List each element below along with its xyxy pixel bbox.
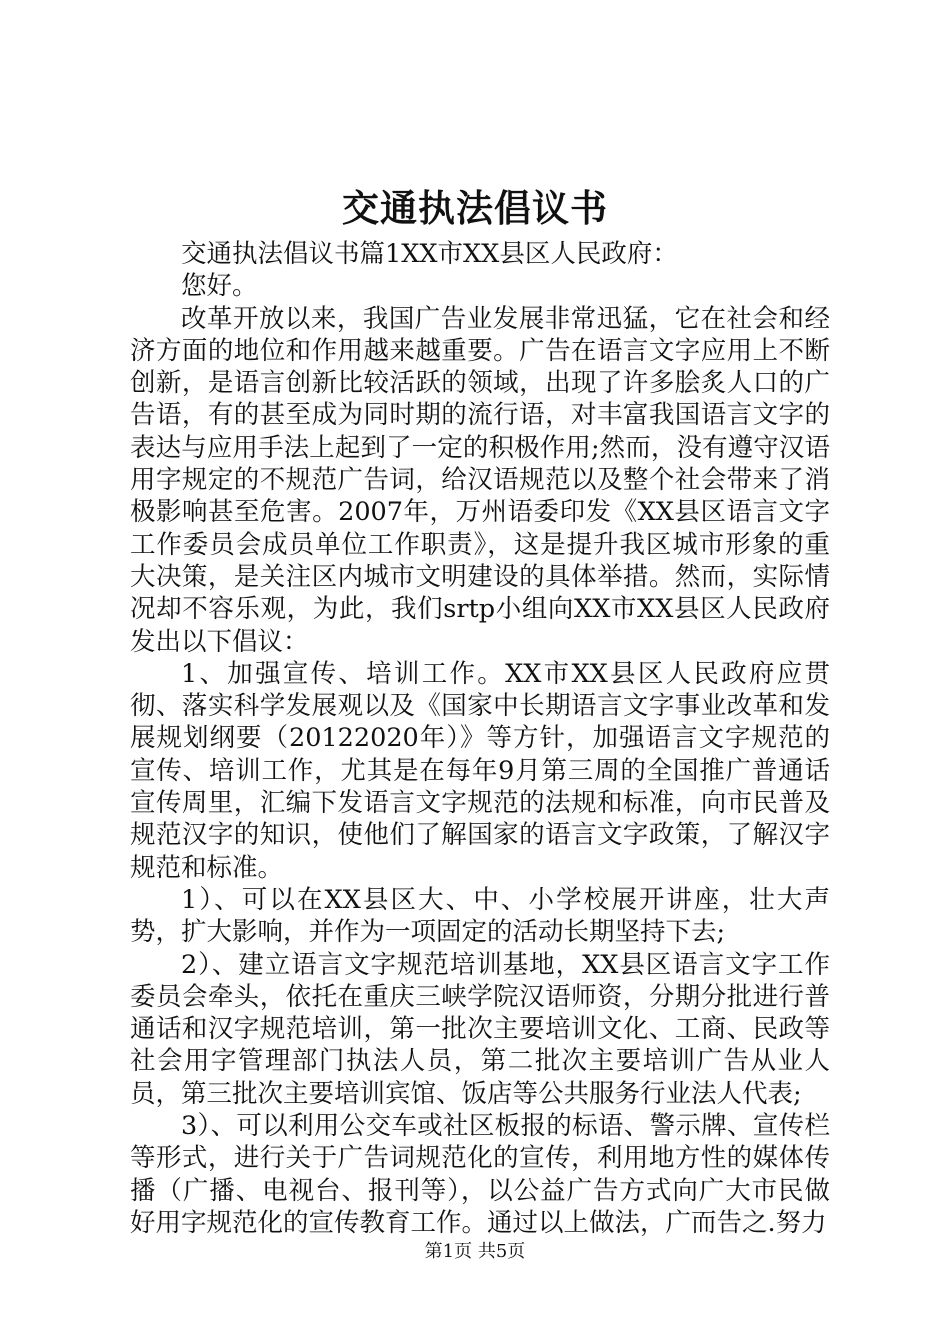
intro-paragraph: 改革开放以来，我国广告业发展非常迅猛，它在社会和经济方面的地位和作用越来越重要。广告在语言文字应用上不断创新，是语言创新比较活跃的领域，出现了许多脍炙人口的广告语，有的甚至成为同时期的流行语，对丰富我国语言文字的表达与应用手法上起到了一定的积极作用;然而，没有遵守汉语用字规定的不规范广告词，给汉语规范以及整个社会带来了消极影响甚至危害。2007年，万州语委印发《XX县区语言文字工作委员会成员单位工作职责》，这是提升我区城市形象的重大决策，是关注区内城市文明建设的具体举措。然而，实际情况却不容乐观，为此，我们srtp小组向XX市XX县区人民政府发出以下倡议： [130, 303, 830, 657]
document-body [130, 238, 830, 1239]
sub-item-1: 1）、可以在XX县区大、中、小学校展开讲座，壮大声势，扩大影响，并作为一项固定的活动长期坚持下去; [130, 884, 830, 948]
page-title: 交通执法倡议书 [342, 186, 608, 230]
salutation: 交通执法倡议书篇1XX市XX县区人民政府： [181, 239, 678, 269]
page-footer: 第1页 共5页 [424, 1241, 526, 1262]
sub-item-3: 3）、可以利用公交车或社区板报的标语、警示牌、宣传栏等形式，进行关于广告词规范化的宣传，利用地方性的媒体传播（广播、电视台、报刊等），以公益广告方式向广大市民做好用字规范化的宣传教育工作。通过以上做法，广而告之.努力 [130, 1111, 830, 1238]
greeting: 您好。 [181, 271, 258, 302]
sub-item-2: 2）、建立语言文字规范培训基地，XX县区语言文字工作委员会牵头，依托在重庆三峡学院汉语师资，分期分批进行普通话和汉字规范培训，第一批次主要培训文化、工商、民政等社会用字管理部门执法人员，第二批次主要培训广告从业人员，第三批次主要培训宾馆、饭店等公共服务行业法人代表; [130, 949, 830, 1109]
proposal-paragraph-1: 1、加强宣传、培训工作。XX市XX县区人民政府应贯彻、落实科学发展观以及《国家中长期语言文字事业改革和发展规划纲要（20122020年）》等方针，加强语言文字规范的宣传、培训工作，尤其是在每年9月第三周的全国推广普通话宣传周里，汇编下发语言文字规范的法规和标准，向市民普及规范汉字的知识，使他们了解国家的语言文字政策，了解汉字规范和标准。 [130, 658, 830, 883]
